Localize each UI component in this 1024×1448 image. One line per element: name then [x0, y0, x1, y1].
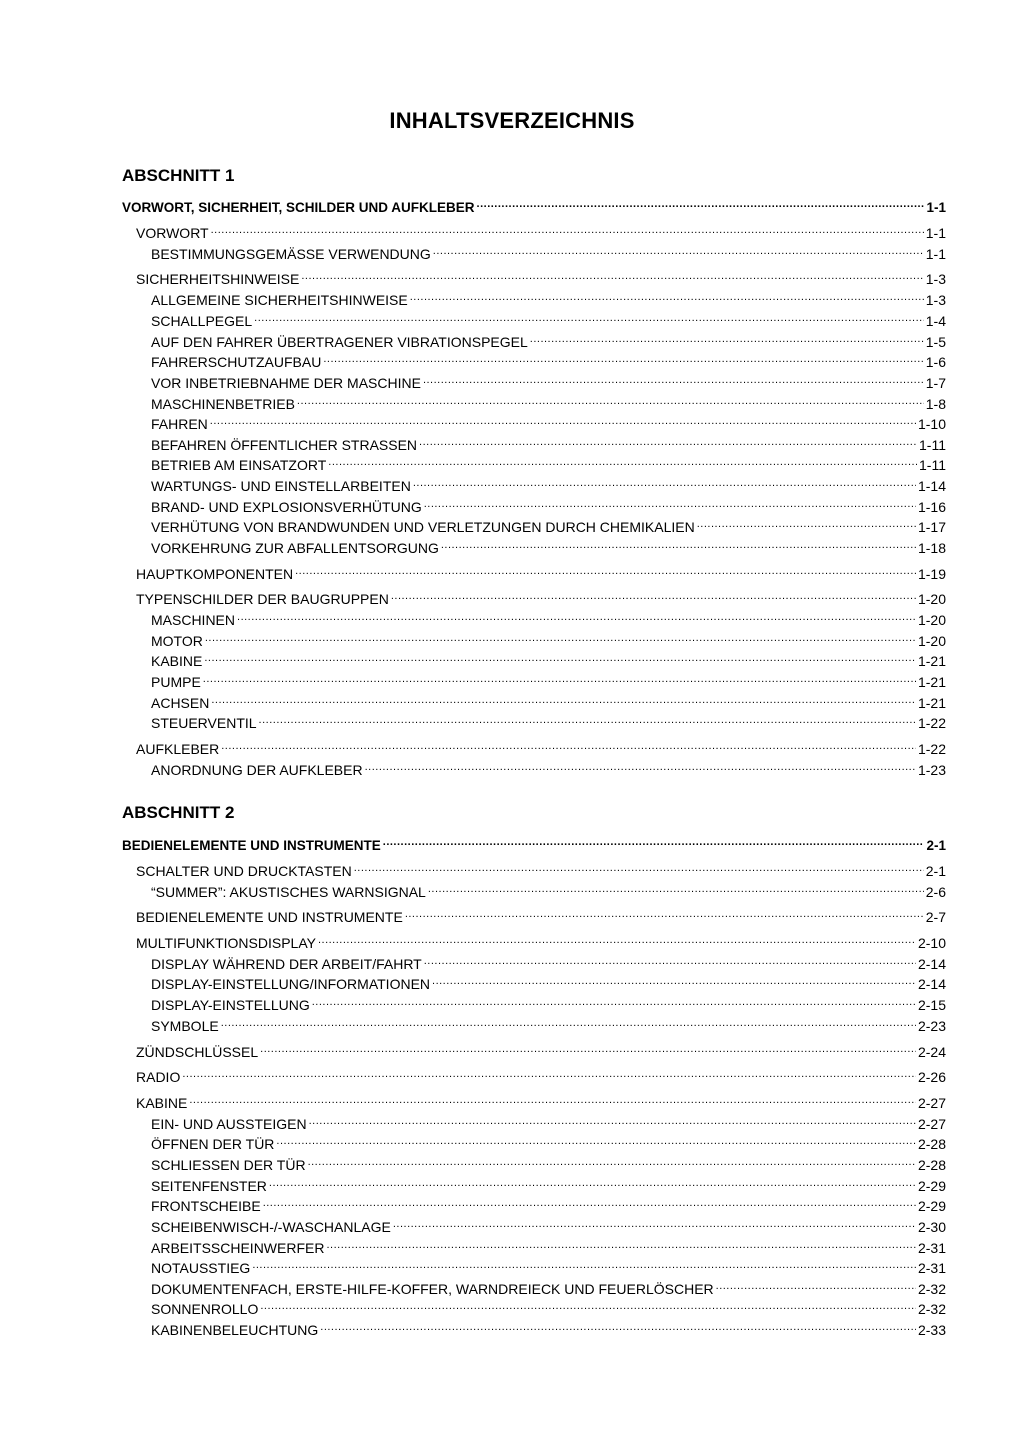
toc-entry-title: SCHEIBENWISCH-/-WASCHANLAGE [151, 1219, 391, 1235]
toc-subentry [151, 973, 946, 992]
toc-page-number: 1-21 [917, 674, 946, 690]
toc-subentry [151, 537, 946, 556]
dot-leader [326, 1237, 916, 1253]
dot-leader [318, 932, 916, 948]
dot-leader [260, 1041, 916, 1057]
toc-subentry [151, 692, 946, 711]
toc-page-number: 2-32 [917, 1281, 946, 1297]
toc-entry-title: SCHALLPEGEL [151, 313, 253, 329]
toc-page-number: 1-21 [917, 653, 946, 669]
dot-leader [237, 609, 916, 625]
toc-page-number: 1-14 [917, 478, 946, 494]
toc-entry [136, 860, 946, 879]
toc-subentry [151, 671, 946, 690]
dot-leader [204, 650, 916, 666]
toc-page-number: 2-30 [917, 1219, 946, 1235]
toc-page-number: 2-23 [917, 1018, 946, 1034]
toc-subentry [151, 994, 946, 1013]
dot-leader [203, 671, 916, 687]
toc-entry-title: VOR INBETRIEBNAHME DER MASCHINE [151, 375, 421, 391]
dot-leader [308, 1154, 916, 1170]
toc-page-number: 1-3 [925, 271, 946, 287]
toc-entry-title: ÖFFNEN DER TÜR [151, 1136, 275, 1152]
dot-leader [297, 393, 924, 409]
toc-entry-title: SICHERHEITSHINWEISE [136, 271, 300, 287]
toc-subentry [151, 953, 946, 972]
toc-subentry [151, 1278, 946, 1297]
toc-subentry [151, 630, 946, 649]
toc-entry-title: KABINE [151, 653, 203, 669]
dot-leader [309, 1113, 916, 1129]
toc-subentry [151, 331, 946, 350]
toc-page-number: 2-15 [917, 997, 946, 1013]
dot-leader [413, 475, 916, 491]
dot-leader [428, 881, 924, 897]
toc-subentry [151, 1298, 946, 1317]
dot-leader [320, 1319, 916, 1335]
dot-leader [189, 1092, 916, 1108]
toc-page-number: 1-19 [917, 566, 946, 582]
toc-chapter [122, 834, 946, 854]
toc-entry-title: MULTIFUNKTIONSDISPLAY [136, 935, 316, 951]
toc-page-number: 1-1 [925, 225, 946, 241]
toc-page-number: 2-14 [917, 956, 946, 972]
dot-leader [312, 994, 916, 1010]
dot-leader [433, 243, 924, 259]
toc-page-number: 1-20 [917, 612, 946, 628]
toc-entry-title: STEUERVENTIL [151, 715, 257, 731]
toc-entry-title: FAHRERSCHUTZAUFBAU [151, 354, 322, 370]
toc-subentry [151, 393, 946, 412]
toc-page-number: 2-1 [925, 863, 946, 879]
toc-page-number: 1-5 [925, 334, 946, 350]
toc-entry-title: BRAND- UND EXPLOSIONSVERHÜTUNG [151, 499, 422, 515]
toc-page-number: 1-18 [917, 540, 946, 556]
toc-subentry [151, 881, 946, 900]
dot-leader [383, 834, 925, 850]
dot-leader [259, 712, 916, 728]
toc-entry [136, 268, 946, 287]
toc-entry-title: MASCHINENBETRIEB [151, 396, 295, 412]
toc-page-number: 1-10 [917, 416, 946, 432]
toc-subentry [151, 516, 946, 535]
dot-leader [354, 860, 924, 876]
toc-entry-title: ANORDNUNG DER AUFKLEBER [151, 762, 363, 778]
toc-entry [136, 1066, 946, 1085]
toc-subentry [151, 475, 946, 494]
toc-entry [136, 738, 946, 757]
toc-subentry [151, 1319, 946, 1338]
toc-entry-title: EIN- UND AUSSTEIGEN [151, 1116, 307, 1132]
toc-entry-title: SCHLIESSEN DER TÜR [151, 1157, 306, 1173]
toc-subentry [151, 351, 946, 370]
toc-page-number: 2-24 [917, 1044, 946, 1060]
toc-page-number: 1-7 [925, 375, 946, 391]
dot-leader [697, 516, 916, 532]
dot-leader [432, 973, 916, 989]
toc-page-number: 1-1 [925, 246, 946, 262]
toc-entry-title: NOTAUSSTIEG [151, 1260, 251, 1276]
toc-page-number: 2-6 [925, 884, 946, 900]
toc-entry-title: BEFAHREN ÖFFENTLICHER STRASSEN [151, 437, 418, 453]
toc-page-number: 2-27 [917, 1116, 946, 1132]
toc-entry-title: KABINE [136, 1095, 188, 1111]
dot-leader [221, 1015, 916, 1031]
dot-leader [301, 268, 923, 284]
toc-subentry [151, 372, 946, 391]
dot-leader [328, 454, 917, 470]
toc-entry-title: BETRIEB AM EINSATZORT [151, 457, 327, 473]
toc-page-number: 1-11 [919, 457, 946, 473]
dot-leader [323, 351, 923, 367]
toc-entry-title: DISPLAY-EINSTELLUNG/INFORMATIONEN [151, 976, 431, 992]
dot-leader [477, 196, 925, 212]
toc-entry-title: ARBEITSSCHEINWERFER [151, 1240, 325, 1256]
dot-leader [252, 1257, 916, 1273]
dot-leader [254, 310, 924, 326]
toc-entry-title: SCHALTER UND DRUCKTASTEN [136, 863, 352, 879]
toc-entry-title: AUFKLEBER [136, 741, 220, 757]
dot-leader [365, 759, 916, 775]
toc-page-number: 2-31 [917, 1240, 946, 1256]
toc-entry-title: DOKUMENTENFACH, ERSTE-HILFE-KOFFER, WARNDREIECK UND FEUERLÖSCHER [151, 1281, 714, 1297]
toc-subentry [151, 759, 946, 778]
toc-subentry [151, 1257, 946, 1276]
toc-subentry [151, 1175, 946, 1194]
toc-subentry [151, 289, 946, 308]
toc-entry [136, 1041, 946, 1060]
toc-entry [136, 588, 946, 607]
dot-leader [716, 1278, 916, 1294]
toc-page-number: 2-26 [917, 1069, 946, 1085]
toc-page-number: 2-32 [917, 1301, 946, 1317]
toc-entry-title: RADIO [136, 1069, 181, 1085]
toc-subentry [151, 1216, 946, 1235]
toc-entry-title: DISPLAY WÄHREND DER ARBEIT/FAHRT [151, 956, 422, 972]
dot-leader [424, 953, 916, 969]
dot-leader [221, 738, 916, 754]
toc-entry [136, 563, 946, 582]
toc-page-number: 2-10 [917, 935, 946, 951]
toc-page-number: 1-23 [917, 762, 946, 778]
toc-entry-title: HAUPTKOMPONENTEN [136, 566, 294, 582]
toc-entry-title: FRONTSCHEIBE [151, 1198, 261, 1214]
toc-page-number: 2-33 [917, 1322, 946, 1338]
toc-page-number: 2-1 [926, 838, 946, 853]
toc-subentry [151, 1195, 946, 1214]
toc-entry [136, 1092, 946, 1111]
toc-entry-title: SYMBOLE [151, 1018, 219, 1034]
toc-entry-title: AUF DEN FAHRER ÜBERTRAGENER VIBRATIONSPEGEL [151, 334, 528, 350]
toc-page-number: 1-17 [917, 519, 946, 535]
toc-subentry [151, 1113, 946, 1132]
toc-subentry [151, 712, 946, 731]
dot-leader [441, 537, 916, 553]
dot-leader [423, 372, 924, 388]
toc-page-number: 1-20 [917, 633, 946, 649]
toc-entry [136, 222, 946, 241]
toc-entry-title: KABINENBELEUCHTUNG [151, 1322, 319, 1338]
dot-leader [393, 1216, 916, 1232]
toc-entry-title: WARTUNGS- UND EINSTELLARBEITEN [151, 478, 411, 494]
toc-page-number: 1-8 [925, 396, 946, 412]
dot-leader [424, 496, 916, 512]
section-heading: ABSCHNITT 2 [122, 803, 235, 822]
dot-leader [391, 588, 916, 604]
toc-subentry [151, 1133, 946, 1152]
toc-entry-title: SONNENROLLO [151, 1301, 259, 1317]
toc-subentry [151, 454, 946, 473]
toc-page-number: 2-29 [917, 1178, 946, 1194]
toc-entry-title: VORWORT [136, 225, 209, 241]
toc-subentry [151, 310, 946, 329]
toc-entry-title: PUMPE [151, 674, 201, 690]
toc-subentry [151, 243, 946, 262]
toc-page-number: 1-4 [925, 313, 946, 329]
toc-page-number: 1-3 [925, 292, 946, 308]
toc-page-number: 1-20 [917, 591, 946, 607]
toc-entry-title: BEDIENELEMENTE UND INSTRUMENTE [136, 909, 403, 925]
dot-leader [210, 413, 916, 429]
toc-page-number: 2-28 [917, 1136, 946, 1152]
toc-subentry [151, 1154, 946, 1173]
dot-leader [205, 630, 916, 646]
toc-entry-title: VORWORT, SICHERHEIT, SCHILDER UND AUFKLEBER [122, 200, 475, 215]
toc-subentry [151, 650, 946, 669]
toc-subentry [151, 496, 946, 515]
dot-leader [263, 1195, 916, 1211]
toc-subentry [151, 609, 946, 628]
toc-page-number: 2-31 [917, 1260, 946, 1276]
dot-leader [276, 1133, 916, 1149]
toc-entry-title: VORKEHRUNG ZUR ABFALLENTSORGUNG [151, 540, 439, 556]
toc-page-number: 1-21 [917, 695, 946, 711]
toc-entry-title: MASCHINEN [151, 612, 236, 628]
toc-page-number: 1-22 [917, 741, 946, 757]
toc-subentry [151, 413, 946, 432]
dot-leader [211, 692, 916, 708]
toc-page-number: 1-11 [919, 437, 946, 453]
toc-page-number: 2-27 [917, 1095, 946, 1111]
dot-leader [410, 289, 924, 305]
toc-chapter [122, 196, 946, 216]
toc-page-number: 1-6 [925, 354, 946, 370]
dot-leader [182, 1066, 916, 1082]
dot-leader [260, 1298, 916, 1314]
toc-entry-title: ALLGEMEINE SICHERHEITSHINWEISE [151, 292, 408, 308]
dot-leader [211, 222, 924, 238]
toc-entry-title: DISPLAY-EINSTELLUNG [151, 997, 310, 1013]
toc-page-number: 2-7 [925, 909, 946, 925]
toc-entry-title: BESTIMMUNGSGEMÄSSE VERWENDUNG [151, 246, 431, 262]
toc-entry-title: TYPENSCHILDER DER BAUGRUPPEN [136, 591, 389, 607]
toc-page-number: 2-14 [917, 976, 946, 992]
page-title: INHALTSVERZEICHNIS [389, 108, 635, 133]
toc-page-number: 2-29 [917, 1198, 946, 1214]
toc-entry-title: MOTOR [151, 633, 203, 649]
toc-subentry [151, 434, 946, 453]
toc-entry-title: BEDIENELEMENTE UND INSTRUMENTE [122, 838, 381, 853]
dot-leader [405, 906, 924, 922]
toc-page-number: 1-1 [926, 200, 946, 215]
toc-entry-title: ACHSEN [151, 695, 210, 711]
toc-entry-title: VERHÜTUNG VON BRANDWUNDEN UND VERLETZUNGEN DURCH CHEMIKALIEN [151, 519, 695, 535]
toc-entry-title: “SUMMER”: AKUSTISCHES WARNSIGNAL [151, 884, 426, 900]
dot-leader [269, 1175, 916, 1191]
section-heading: ABSCHNITT 1 [122, 166, 235, 185]
toc-page-number: 2-28 [917, 1157, 946, 1173]
toc-subentry [151, 1015, 946, 1034]
toc-entry [136, 906, 946, 925]
toc-entry-title: ZÜNDSCHLÜSSEL [136, 1044, 259, 1060]
dot-leader [419, 434, 917, 450]
dot-leader [295, 563, 916, 579]
toc-page-number: 1-22 [917, 715, 946, 731]
toc-entry-title: SEITENFENSTER [151, 1178, 267, 1194]
toc-subentry [151, 1237, 946, 1256]
toc-page-number: 1-16 [917, 499, 946, 515]
toc-entry [136, 932, 946, 951]
dot-leader [530, 331, 924, 347]
toc-entry-title: FAHREN [151, 416, 208, 432]
